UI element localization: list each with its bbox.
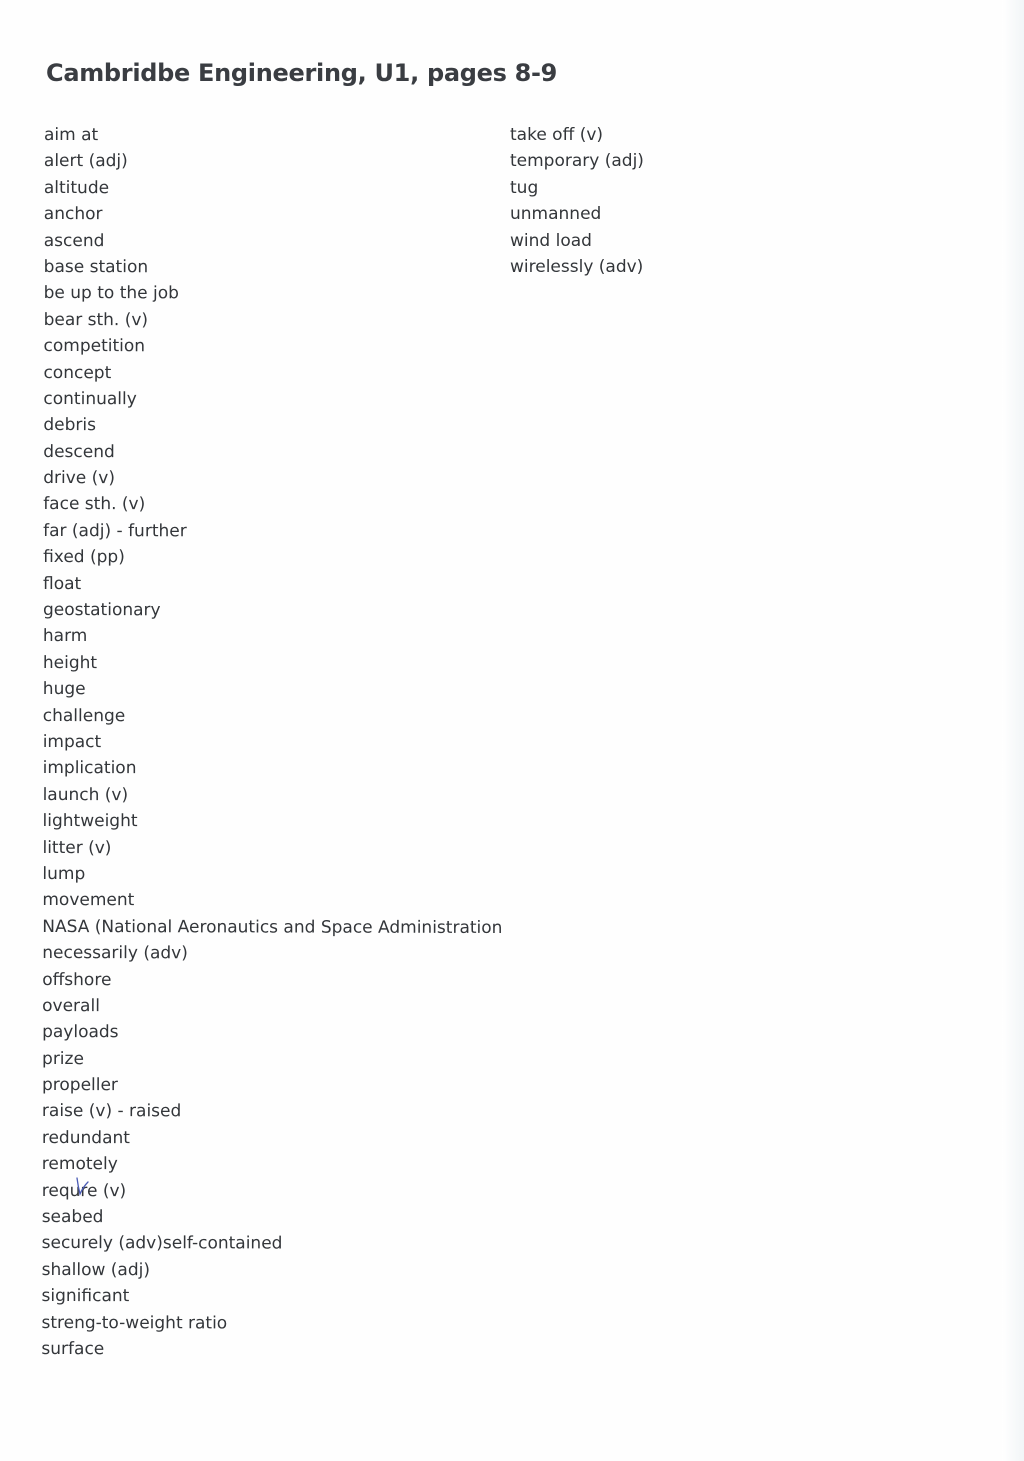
list-item: redundant bbox=[41, 1127, 130, 1149]
list-item: requre (v) bbox=[41, 1180, 127, 1201]
list-item: debris bbox=[43, 415, 97, 436]
list-item: propeller bbox=[41, 1075, 118, 1096]
list-item: movement bbox=[42, 890, 135, 911]
list-item: geostationary bbox=[42, 600, 161, 621]
list-item: securely (adv)self-contained bbox=[41, 1233, 283, 1254]
list-item: launch (v) bbox=[42, 784, 129, 805]
list-item: be up to the job bbox=[43, 283, 179, 304]
list-item: harm bbox=[42, 626, 88, 647]
list-item: fixed (pp) bbox=[43, 547, 125, 568]
list-item: surface bbox=[41, 1338, 105, 1360]
list-item: concept bbox=[43, 362, 112, 383]
list-item: float bbox=[43, 573, 82, 594]
list-item: temporary (adj) bbox=[510, 151, 644, 172]
list-item: descend bbox=[43, 441, 115, 462]
list-item: base station bbox=[43, 256, 149, 278]
list-item: wirelessly (adv) bbox=[510, 256, 644, 277]
list-item: far (adj) - further bbox=[43, 520, 187, 542]
list-item: challenge bbox=[42, 705, 126, 726]
list-item: necessarily (adv) bbox=[42, 943, 188, 964]
list-item: face sth. (v) bbox=[43, 494, 146, 515]
list-item: NASA (National Aeronautics and Space Administration bbox=[42, 916, 503, 938]
vocabulary-list-right bbox=[510, 122, 644, 280]
list-item: aim at bbox=[43, 124, 99, 146]
list-item: height bbox=[42, 652, 98, 673]
list-item: ascend bbox=[43, 230, 105, 251]
list-item: significant bbox=[41, 1286, 130, 1307]
list-item: bear sth. (v) bbox=[43, 309, 149, 330]
list-item: seabed bbox=[41, 1207, 104, 1228]
list-item: payloads bbox=[42, 1022, 119, 1043]
list-item: implication bbox=[42, 758, 137, 779]
list-item: continually bbox=[43, 388, 137, 410]
list-item: overall bbox=[42, 995, 100, 1017]
list-item: huge bbox=[42, 679, 86, 700]
list-item: tug bbox=[510, 177, 539, 198]
page-title: Cambridbe Engineering, U1, pages 8-9 bbox=[46, 59, 558, 87]
list-item: raise (v) - raised bbox=[41, 1101, 182, 1122]
list-item: anchor bbox=[43, 204, 103, 225]
vocabulary-list-left bbox=[41, 122, 504, 1363]
list-item: impact bbox=[42, 731, 102, 753]
list-item: altitude bbox=[43, 177, 110, 198]
list-item: competition bbox=[43, 336, 146, 357]
list-item: lump bbox=[42, 863, 86, 885]
list-item: litter (v) bbox=[42, 837, 112, 858]
list-item: streng-to-weight ratio bbox=[41, 1312, 228, 1333]
list-item: drive (v) bbox=[43, 468, 116, 489]
handwritten-correction-mark-icon bbox=[71, 1175, 93, 1199]
list-item: lightweight bbox=[42, 811, 138, 832]
list-item: wind load bbox=[510, 230, 592, 251]
list-item: unmanned bbox=[510, 204, 602, 225]
list-item: alert (adj) bbox=[43, 151, 128, 172]
list-item: remotely bbox=[41, 1154, 118, 1175]
list-item: take off (v) bbox=[510, 125, 604, 145]
list-item: shallow (adj) bbox=[41, 1259, 151, 1281]
list-item: prize bbox=[42, 1048, 84, 1069]
scan-edge-shadow bbox=[1002, 0, 1024, 1461]
list-item: offshore bbox=[42, 969, 112, 990]
